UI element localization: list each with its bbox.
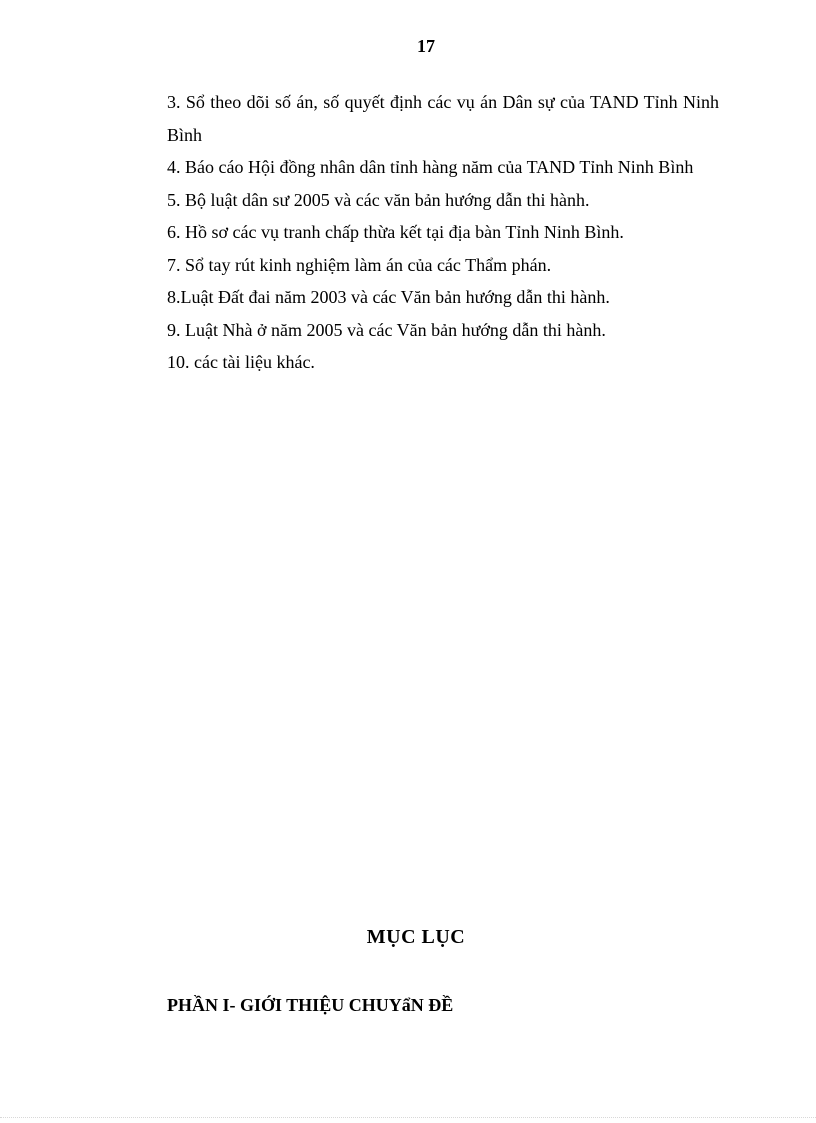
- reference-item: 4. Báo cáo Hội đồng nhân dân tỉnh hàng năm của TAND Tỉnh Ninh Bình: [167, 157, 694, 177]
- page-bottom-divider: [0, 1117, 816, 1118]
- page-number: 17: [417, 36, 435, 56]
- reference-item: 5. Bộ luật dân sư 2005 và các văn bản hướng dẫn thi hành.: [167, 189, 590, 210]
- reference-item: 10. các tài liệu khác.: [167, 352, 315, 372]
- reference-item: 9. Luật Nhà ở năm 2005 và các Văn bản hướng dẫn thi hành.: [167, 319, 606, 340]
- reference-item: 8.Luật Đất đai năm 2003 và các Văn bản hướng dẫn thi hành.: [167, 287, 610, 307]
- reference-item: 3. Sổ theo dõi số án, số quyết định các vụ án Dân sự của TAND Tỉnh Ninh Bình: [167, 92, 719, 145]
- part-heading: PHẦN I- GIỚI THIỆU CHUYẩN ĐỀ: [167, 995, 454, 1015]
- toc-title: MỤC LỤC: [366, 926, 466, 948]
- reference-item: 7. Sổ tay rút kinh nghiệm làm án của các Thẩm phán.: [167, 254, 552, 275]
- reference-list: [167, 86, 719, 379]
- reference-item: 6. Hồ sơ các vụ tranh chấp thừa kết tại địa bàn Tỉnh Ninh Bình.: [167, 222, 624, 242]
